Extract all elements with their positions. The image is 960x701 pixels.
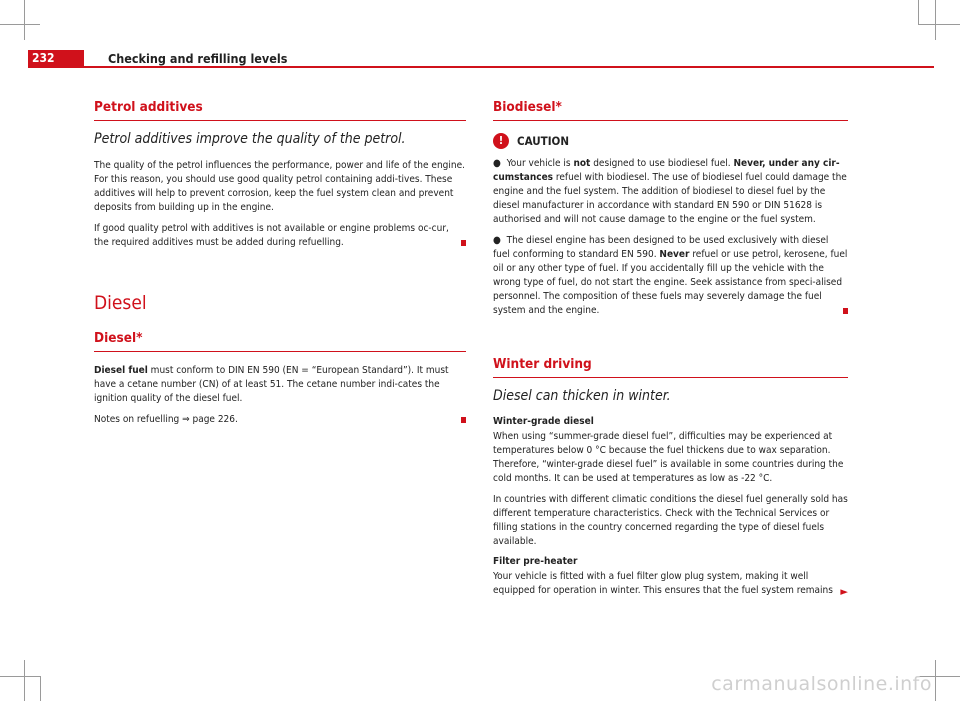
paragraph: Your vehicle is fitted with a fuel filter glow plug system, making it well equipped for operation in winter. This ensures that the fuel system remains ►	[493, 571, 848, 598]
crop-mark	[24, 660, 25, 701]
left-column	[94, 98, 466, 434]
caution-bullet: ● The diesel engine has been designed to be used exclusively with diesel fuel conforming to standard EN 590. Never refuel or use petrol, kerosene, fuel oil or any other type of fuel. If you accidentally fill up the vehicle with the wrong type of fuel, do not start the engine. Seek assistance from speci-alised personnel. The composition of these fuels may severely damage the fuel system and the engine.	[493, 235, 848, 316]
end-of-section-icon	[461, 417, 466, 423]
continue-arrow-icon: ►	[840, 585, 848, 598]
paragraph	[94, 413, 466, 427]
warning-icon: !	[493, 133, 509, 149]
section-lead: Petrol additives improve the quality of the petrol.	[94, 131, 406, 147]
crop-mark	[935, 660, 936, 701]
paragraph: If good quality petrol with additives is not available or engine problems oc-cur, the required additives must be added during refuelling.	[94, 222, 466, 250]
page-number: 232	[28, 50, 84, 67]
crop-mark	[918, 0, 919, 24]
header-rule	[28, 66, 934, 68]
running-header-title: Checking and refilling levels	[108, 51, 288, 66]
caution-bullet: ● Your vehicle is not designed to use biodiesel fuel. Never, under any cir-cumstances refuel with biodiesel. The use of biodiesel fuel could damage the engine and the fuel system. The addition of biodiesel to diesel fuel by the diesel manufacturer in accordance with standard EN 590 or DIN 51628 is authorised and will not cause damage to the engine or the fuel system.	[493, 158, 847, 225]
section-heading: Diesel*	[94, 329, 466, 352]
section-diesel	[94, 329, 466, 427]
section-lead: Diesel can thicken in winter.	[493, 388, 671, 404]
section-heading: Winter driving	[493, 355, 848, 378]
paragraph: In countries with different climatic conditions the diesel fuel generally sold has different temperature characteristics. Check with the Technical Services or filling stations in the country concerned regarding the type of diesel fuels available.	[493, 494, 848, 547]
crop-mark	[0, 24, 40, 25]
crop-mark	[24, 0, 25, 40]
crop-mark	[935, 0, 936, 40]
watermark: carmanualsonline.info	[711, 673, 932, 695]
crop-mark	[918, 24, 960, 25]
caution-label: CAUTION	[517, 134, 570, 148]
crop-mark	[0, 676, 40, 677]
subheading: Filter pre-heater	[493, 556, 578, 567]
crop-mark	[40, 676, 41, 701]
section-heading: Biodiesel*	[493, 98, 848, 121]
right-column	[493, 98, 848, 605]
section-petrol-additives	[94, 98, 466, 250]
caution-header	[493, 133, 848, 149]
paragraph: Diesel fuel must conform to DIN EN 590 (EN = “European Standard”). It must have a cetane number (CN) of at least 51. The cetane number indi-cates the ignition quality of the diesel fuel.	[94, 365, 449, 404]
end-of-section-icon	[461, 240, 466, 246]
section-biodiesel	[493, 98, 848, 318]
chapter-heading: Diesel	[94, 292, 147, 314]
end-of-section-icon	[843, 308, 848, 314]
section-heading: Petrol additives	[94, 98, 466, 121]
section-winter-driving	[493, 355, 848, 598]
subheading: Winter-grade diesel	[493, 416, 594, 427]
paragraph: The quality of the petrol influences the performance, power and life of the engine. For this reason, you should use good quality petrol containing addi-tives. These additives will help to prevent corrosion, keep the fuel system clean and prevent deposits from building up in the engine.	[94, 160, 465, 213]
page-reference-link[interactable]: Notes on refuelling ⇒ page 226.	[94, 414, 238, 425]
paragraph: When using “summer-grade diesel fuel”, difficulties may be experienced at temperatures below 0 °C because the fuel thickens due to wax separation. Therefore, “winter-grade diesel fuel” is available in some countries during the cold months. It can be used at temperatures as low as -22 °C.	[493, 431, 844, 484]
